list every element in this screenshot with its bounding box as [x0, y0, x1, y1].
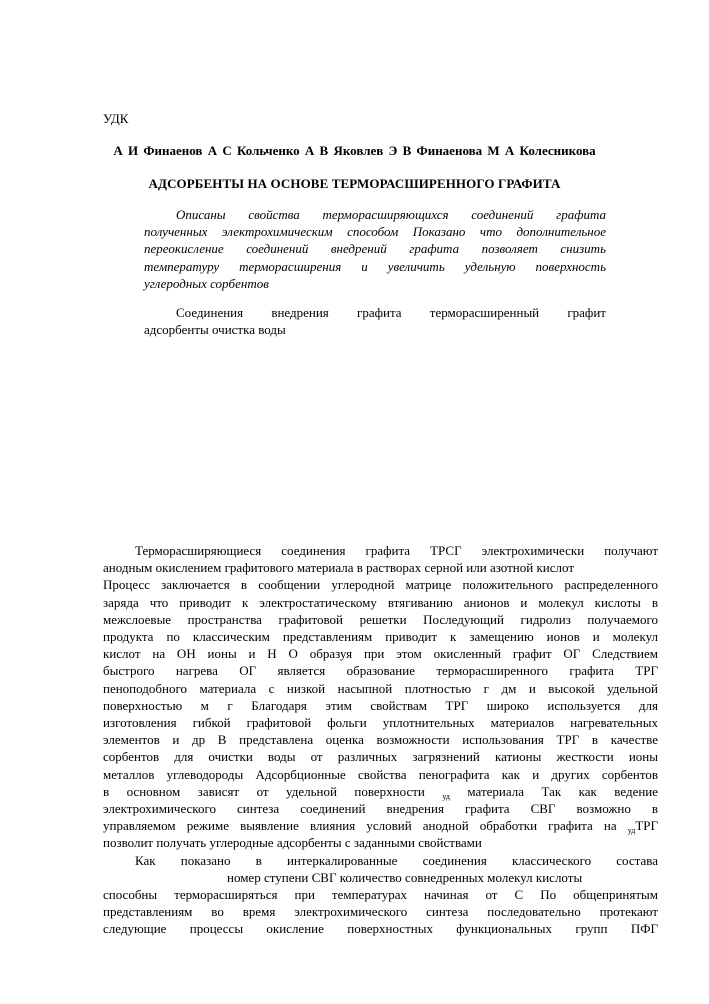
body-line: Как показано в интеркалированные соединения классического состава — [135, 852, 658, 868]
subscript-ud: уд — [442, 791, 450, 801]
body-line: продукта по классическим представлениям приводит к замещению ионов и молекул — [103, 629, 658, 645]
body-line: кислот на ОН ионы и Н О образуя при этом окисленный графит ОГ Следствием — [103, 646, 658, 662]
body-line-head: в основном зависят от удельной поверхности — [103, 783, 425, 799]
body-line-tail: ТРГ — [635, 818, 658, 834]
subscript-ud: уд — [627, 826, 636, 836]
body-line-head: управляемом режиме выявление влияния условий анодной обработки графита на — [103, 818, 617, 834]
abstract-line: полученных электрохимическим способом Показано что дополнительное — [144, 224, 606, 240]
body-line: представлениям во время электрохимического синтеза последовательно протекают — [103, 904, 658, 920]
body-line: позволит получать углеродные адсорбенты с заданными свойствами — [103, 835, 482, 851]
body-line: межслоевые пространства графитовой решетки Последующий гидролиз получаемого — [103, 611, 658, 627]
abstract-line: переокисление соединений внедрений графита позволяет снизить — [144, 241, 606, 257]
body-line: быстрого нагрева ОГ является образование терморасширенного графита ТРГ — [103, 663, 658, 679]
body-line: Процесс заключается в сообщении углеродной матрице положительного распределенного — [103, 577, 658, 593]
body-line: пеноподобного материала с низкой насыпной плотностью г дм и высокой удельной — [103, 680, 658, 696]
body-line: следующие процессы окисление поверхностных функциональных групп ПФГ — [103, 921, 658, 937]
keywords — [144, 304, 606, 338]
body-line: элементов и др В представлена оценка возможности использования ТРГ в качестве — [103, 732, 658, 748]
abstract-line: углеродных сорбентов — [144, 275, 269, 291]
body-line: Терморасширяющиеся соединения графита ТРСГ электрохимически получают — [135, 543, 658, 558]
udk-label: УДК — [103, 111, 129, 126]
body-line: металлов углеводороды Адсорбционные свойства пенографита как и других сорбентов — [103, 766, 658, 782]
body-line: способны терморасширяться при температурах начиная от С По общепринятым — [103, 887, 658, 903]
body-line: сорбентов для очистки воды от различных загрязнений катионы жесткости ионы — [103, 749, 658, 765]
abstract-line: Описаны свойства терморасширяющихся соединений графита — [176, 207, 606, 222]
body-text — [103, 542, 658, 938]
body-line: изготовления гибкой графитовой фольги уплотнительных материалов нагревательных — [103, 715, 658, 731]
paper-title: АДСОРБЕНТЫ НА ОСНОВЕ ТЕРМОРАСШИРЕННОГО ГРАФИТА — [148, 176, 561, 191]
abstract — [144, 206, 606, 292]
body-line — [103, 817, 658, 834]
keywords-line: Соединения внедрения графита терморасширенный графит — [176, 305, 606, 320]
body-line: поверхностью м г Благодаря этим свойствам ТРГ широко используется для — [103, 697, 658, 713]
body-line: электрохимического синтеза соединений внедрения графита СВГ возможно в — [103, 801, 658, 817]
authors-line: А И Финаенов А С Кольченко А В Яковлев Э В Финаенова М А Колесникова — [113, 143, 596, 158]
body-line: номер ступени СВГ количество совнедренных молекул кислоты — [227, 869, 583, 885]
body-line: заряда что приводит к электростатическому втягиванию анионов и молекул кислоты в — [103, 594, 658, 610]
body-line: анодным окислением графитового материала в растворах серной или азотной кислот — [103, 560, 575, 576]
body-line — [103, 783, 658, 800]
abstract-line: температуру терморасширения и увеличить удельную поверхность — [144, 258, 606, 274]
body-line-tail: материала Так как ведение — [467, 783, 659, 799]
keywords-line: адсорбенты очистка воды — [144, 322, 286, 338]
